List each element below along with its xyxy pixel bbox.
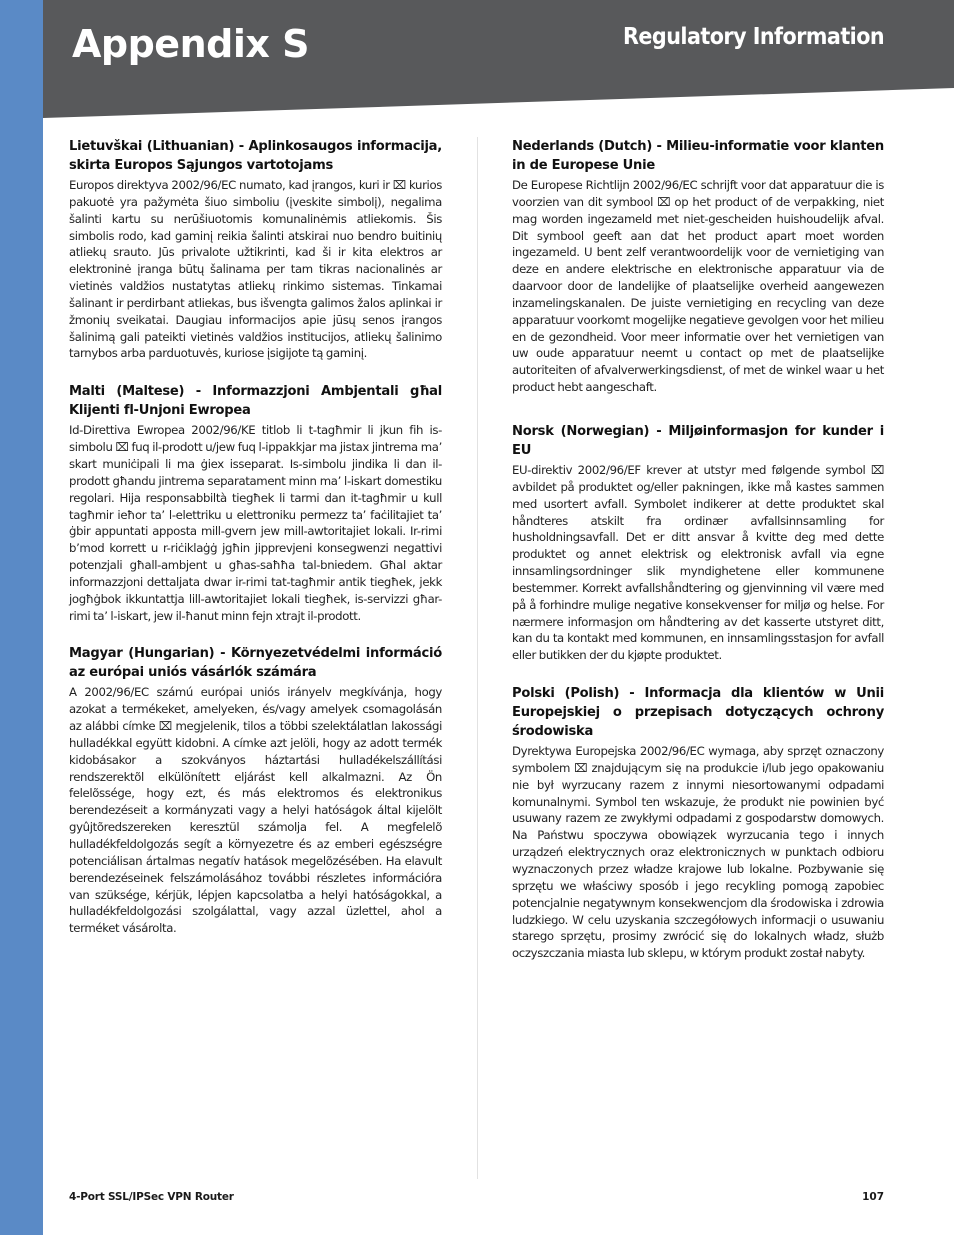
polish-section <box>512 684 884 962</box>
dutch-section <box>512 137 884 396</box>
polish-heading: Polski (Polish) - Informacja dla klientów w Unii Europejskiej o przepisach dotyczących ochrony środowiska <box>512 686 884 740</box>
column-divider <box>477 137 478 1179</box>
footer-page-number: 107 <box>862 1191 884 1203</box>
maltese-section <box>69 382 442 624</box>
dutch-body: De Europese Richtlijn 2002/96/EC schrijft voor dat apparatuur die is voorzien van dit symbool ⌧ op het product of de verpakking, niet mag worden ingezameld met niet-gescheiden huishoudelijk afval. Dit symbool geeft aan dat het product apart moet worden ingezameld. U bent zelf verantwoordelijk voor de vernietiging van deze en andere elektrische en elektronische apparatuur via de daarvoor door de landelijke of plaatselijke overheid aangewezen inzamelingskanalen. De juiste vernietiging en recycling van deze apparatuur voorkomt mogelijke negatieve gevolgen voor het milieu en de gezondheid. Voor meer informatie over het vernietigen van uw oude apparatuur neemt u contact op met de plaatselijke autoriteiten of afvalverwerkingsdienst, of met de winkel waar u het product hebt aangeschaft. <box>512 178 884 395</box>
appendix-title: Appendix S <box>72 22 309 66</box>
norwegian-heading: Norsk (Norwegian) - Miljøinformasjon for kunder i EU <box>512 423 884 458</box>
section-title: Regulatory Information <box>622 24 884 50</box>
maltese-heading: Malti (Maltese) - Informazzjoni Ambjentali għal Klijenti fl-Unjoni Ewropea <box>69 384 442 419</box>
hungarian-section <box>69 644 442 937</box>
page-header <box>0 0 954 118</box>
norwegian-body: EU-direktiv 2002/96/EF krever at utstyr med følgende symbol ⌧ avbildet på produktet og/eller pakningen, ikke må kastes sammen med usortert avfall. Symbolet indikerer at dette produktet skal håndteres atskilt fra ordinær avfallsinnsamling for husholdningsavfall. Det er ditt ansvar å kvitte deg med dette produktet og annet elektrisk og elektronisk avfall via egne innsamlingsordninger slik myndighetene eller kommunene bestemmer. Korrekt avfallshåndtering og gjenvinning vil være med på å forhindre mulige negative konsekvenser for miljø og helse. For nærmere informasjon om håndtering av det kasserte utstyret ditt, kan du ta kontakt med kommunen, en innsamlingsstasjon for avfall eller butikken der du kjøpte produktet. <box>512 462 884 663</box>
hungarian-heading: Magyar (Hungarian) - Környezetvédelmi információ az európai uniós vásárlók számára <box>69 646 442 681</box>
lithuanian-body: Europos direktyva 2002/96/EC numato, kad įrangos, kuri ir ⌧ kurios pakuotė yra pažymėta šiuo simboliu (įveskite simbolį), negalima šalinti kartu su nerūšiuotomis komunalinėmis atliekomis. Šis simbolis rodo, kad gaminį reikia šalinti atskirai nuo bendro buitinių atliekų srauto. Jūs privalote užtikrinti, kad ši ir kita elektros ar elektroninė įranga būtų šalinama per tam tikras nacionalinės ar vietinės valdžios nustatytas atliekų rinkimo sistemas. Tinkamai šalinant ir perdirbant atliekas, bus išvengta galimos žalos aplinkai ir žmonių sveikatai. Daugiau informacijos apie jūsų senos įrangos šalinimą gali pateikti vietinės valdžios institucijos, atliekų šalinimo tarnybos arba parduotuvės, kuriose įsigijote tą gaminį. <box>69 178 442 361</box>
lithuanian-section <box>69 137 442 362</box>
dutch-heading: Nederlands (Dutch) - Milieu-informatie voor klanten in de Europese Unie <box>512 139 884 173</box>
right-column <box>512 137 884 962</box>
footer-product-name: 4-Port SSL/IPSec VPN Router <box>69 1191 234 1203</box>
norwegian-section <box>512 422 884 664</box>
maltese-body: Id-Direttiva Ewropea 2002/96/KE titlob li t-tagħmir li jkun fih is-simbolu ⌧ fuq il-prodott u/jew fuq l-ippakkjar ma jistax jintrema ma’ skart muniċipali li ma ġiex isseparat. Is-simbolu jindika li dan il-prodott għandu jintrema separatament minn ma’ l-iskart domestiku regolari. Hija responsabbiltà tiegħek li tarmi dan it-tagħmir u kull tagħmir ieħor ta’ l-elettriku u elettroniku permezz ta’ faċilitajiet ta’ ġbir appuntati apposta mill-gvern jew mill-awtoritajiet lokali. Ir-rimi b’mod korrett u r-riċiklaġġ jgħin jipprevjeni konsegwenzi negattivi potenzjali għall-ambjent u għas-saħħa tal-bniedem. Għal aktar informazzjoni dettaljata dwar ir-rimi tat-tagħmir antik tiegħek, jekk jogħġbok ikkuntattja lill-awtoritajiet lokali tiegħek, is-servizzi għar-rimi ta’ l-iskart, jew il-ħanut minn fejn xtrajt il-prodott. <box>69 423 442 623</box>
hungarian-body: A 2002/96/EC számú európai uniós irányelv megkívánja, hogy azokat a termékeket, amelyeken, és/vagy amelyek csomagolásán az alábbi címke ⌧ megjelenik, tilos a többi szelektálatlan lakossági hulladékkal együtt kidobni. A címke azt jelöli, hogy az adott termék kidobásakor a szokványos háztartási hulladékelszállítási rendszerektõl elkülönített eljárást kell alkalmazni. Az Ön felelõssége, hogy ezt, és más elektromos és elektronikus berendezéseit a kormányzati vagy a helyi hatóságok által kijelölt gyûjtõredszereken keresztül számolja fel. A megfelelõ hulladékfeldolgozás segít a környezetre és az emberi egészségre potenciálisan ártalmas negatív hatások megelõzésében. Ha elavult berendezéseinek felszámolásához további részletes információra van szüksége, kérjük, lépjen kapcsolatba a helyi hatóságokkal, a hulladékfeldolgozási szolgálattal, vagy azzal üzlettel, ahol a terméket vásárolta. <box>69 685 442 936</box>
side-accent-strip <box>0 0 43 1235</box>
polish-body: Dyrektywa Europejska 2002/96/EC wymaga, aby sprzęt oznaczony symbolem ⌧ znajdującym się na produkcie i/lub jego opakowaniu nie był wyrzucany razem z innymi niesortowanymi odpadami komunalnymi. Symbol ten wskazuje, że produkt nie powinien być usuwany razem ze zwykłymi odpadami z gospodarstw domowych. Na Państwu spoczywa obowiązek wyrzucania tego i innych urządzeń elektrycznych oraz elektronicznych w punktach odbioru wyznaczonych przez władze krajowe lub lokalne. Pozbywanie się sprzętu we właściwy sposób i jego recykling pomogą zapobiec potencjalnie negatywnym konsekwencjom dla środowiska i zdrowia ludzkiego. W celu uzyskania szczegółowych informacji o usuwaniu starego sprzętu, prosimy zwrócić się do lokalnych władz, służb oczyszczania miasta lub sklepu, w którym produkt został nabyty. <box>512 744 884 961</box>
left-column <box>69 137 442 937</box>
lithuanian-heading: Lietuvškai (Lithuanian) - Aplinkosaugos informacija, skirta Europos Sąjungos vartotojams <box>69 139 442 173</box>
